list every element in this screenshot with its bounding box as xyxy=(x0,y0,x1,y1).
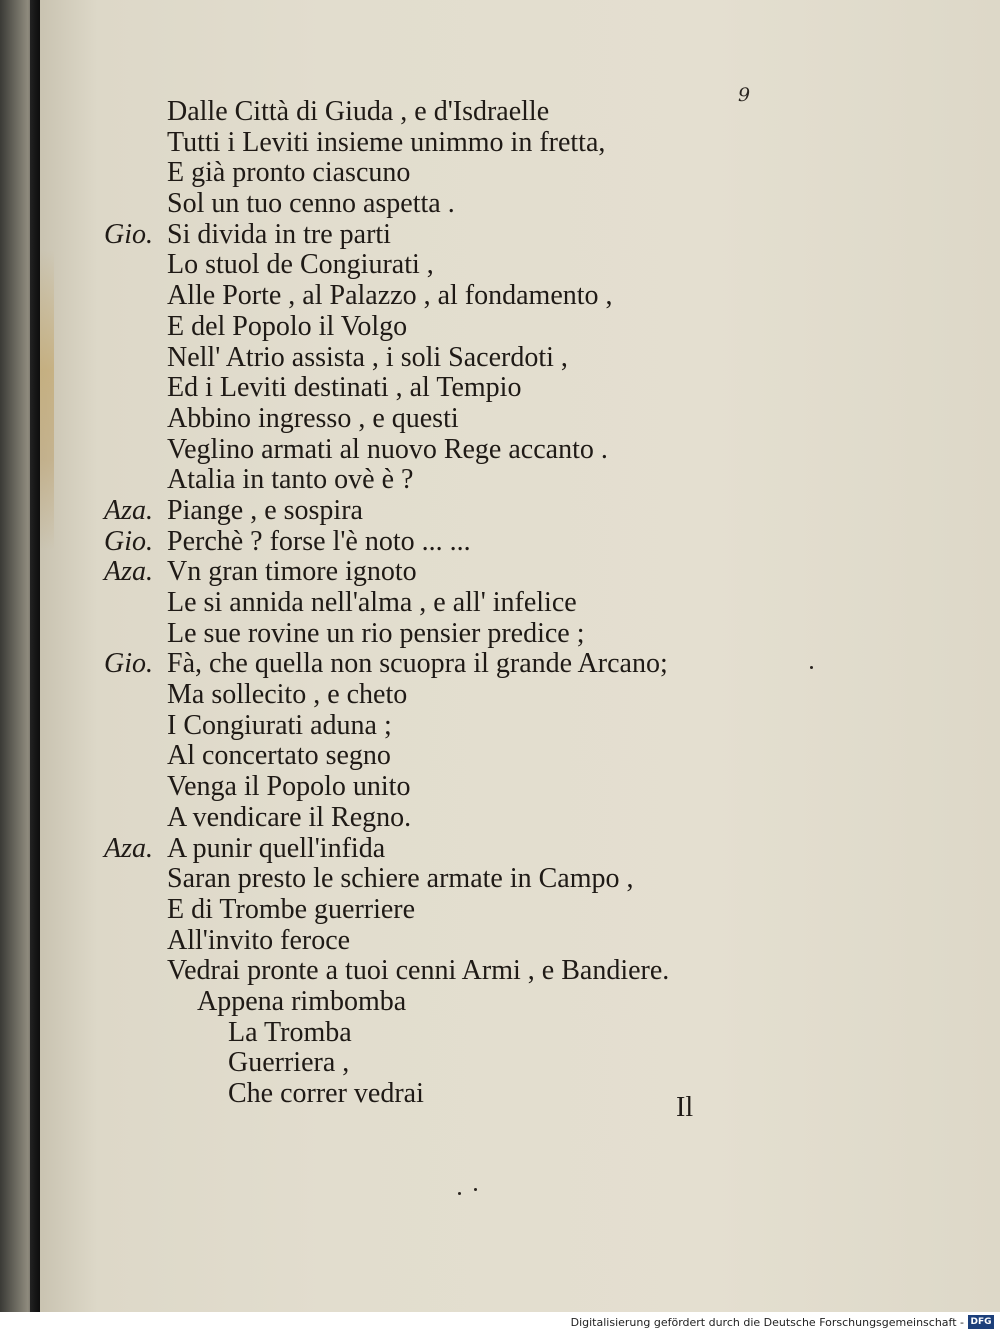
ink-speck xyxy=(458,1192,461,1195)
book-gutter xyxy=(30,0,40,1312)
verse-line xyxy=(40,926,1000,957)
verse-line xyxy=(40,435,1000,466)
verse-text: Atalia in tanto ovè è ? xyxy=(167,464,414,496)
verse-line xyxy=(40,619,1000,650)
speaker-label: Gio. xyxy=(104,525,153,557)
verse-line xyxy=(40,496,1000,527)
verse-line xyxy=(40,895,1000,926)
verse-line xyxy=(40,281,1000,312)
verse-line xyxy=(40,527,1000,558)
verse-text: Al concertato segno xyxy=(167,740,391,772)
verse-text: Perchè ? forse l'è noto ... ... xyxy=(167,525,471,557)
speaker-label: Aza. xyxy=(104,494,153,526)
verse-line xyxy=(40,772,1000,803)
verse-text: Dalle Città di Giuda , e d'Isdraelle xyxy=(167,96,550,127)
verse-line xyxy=(40,1079,1000,1110)
page-number: 9 xyxy=(738,84,751,106)
verse-line xyxy=(40,158,1000,189)
verse-line xyxy=(40,649,1000,680)
verse-line xyxy=(40,1018,1000,1049)
verse-text: E di Trombe guerriere xyxy=(167,893,416,925)
ink-speck xyxy=(810,666,813,669)
verse-line xyxy=(40,711,1000,742)
verse-text: Vn gran timore ignoto xyxy=(167,556,417,588)
verse-line xyxy=(40,956,1000,987)
verse-line xyxy=(40,803,1000,834)
verse-text: Vedrai pronte a tuoi cenni Armi , e Bandiere. xyxy=(167,955,670,987)
page-sheet xyxy=(40,0,1000,1312)
verse-line xyxy=(40,864,1000,895)
verse-text: La Tromba xyxy=(228,1016,352,1048)
verse-line xyxy=(40,97,1000,128)
verse-text: Nell' Atrio assista , i soli Sacerdoti , xyxy=(167,341,568,373)
verse-line xyxy=(40,1048,1000,1079)
verse-text: I Congiurati aduna ; xyxy=(167,709,392,741)
verse-line xyxy=(40,741,1000,772)
verse-text: A punir quell'infida xyxy=(167,832,386,864)
speaker-label: Aza. xyxy=(104,556,153,588)
verse-line xyxy=(40,987,1000,1018)
verse-text: A vendicare il Regno. xyxy=(167,801,412,833)
ink-speck xyxy=(474,1188,477,1191)
verse-text: Ed i Leviti destinati , al Tempio xyxy=(167,372,522,404)
verse-text: Si divida in tre parti xyxy=(167,218,391,250)
speaker-label: Aza. xyxy=(104,832,153,864)
digitization-credit: Digitalisierung gefördert durch die Deutsche Forschungsgemeinschaft - xyxy=(570,1316,964,1329)
verse-line xyxy=(40,465,1000,496)
verse-text: All'invito feroce xyxy=(167,924,351,956)
verse-text: Piange , e sospira xyxy=(167,494,363,526)
verse-line xyxy=(40,128,1000,159)
verse-line xyxy=(40,404,1000,435)
verse-line xyxy=(40,588,1000,619)
verse-text-block xyxy=(40,97,1000,1110)
verse-line xyxy=(40,343,1000,374)
verse-line xyxy=(40,557,1000,588)
verse-text: Appena rimbomba xyxy=(197,985,407,1017)
verse-text: Abbino ingresso , e questi xyxy=(167,402,459,434)
verse-text: Ma sollecito , e cheto xyxy=(167,679,408,711)
verse-line xyxy=(40,220,1000,251)
verse-text: Alle Porte , al Palazzo , al fondamento , xyxy=(167,280,613,312)
verse-line xyxy=(40,312,1000,343)
verse-text: E del Popolo il Volgo xyxy=(167,310,408,342)
verse-text: Le si annida nell'alma , e all' infelice xyxy=(167,587,577,618)
verse-line xyxy=(40,373,1000,404)
dfg-logo: DFG xyxy=(968,1315,994,1329)
verse-text: Veglino armati al nuovo Rege accanto . xyxy=(167,433,608,465)
verse-line xyxy=(40,834,1000,865)
verse-line xyxy=(40,680,1000,711)
verse-text: Tutti i Leviti insieme unimmo in fretta, xyxy=(167,126,606,158)
speaker-label: Gio. xyxy=(104,648,153,680)
verse-text: Venga il Popolo unito xyxy=(167,771,411,803)
verse-line xyxy=(40,250,1000,281)
verse-text: Saran presto le schiere armate in Campo , xyxy=(167,863,634,895)
verse-text: Le sue rovine un rio pensier predice ; xyxy=(167,617,585,649)
speaker-label: Gio. xyxy=(104,218,153,250)
catchword: Il xyxy=(676,1092,694,1123)
verse-text: Lo stuol de Congiurati , xyxy=(167,249,434,281)
verse-text: Fà, che quella non scuopra il grande Arcano; xyxy=(167,648,668,680)
verse-text: E già pronto ciascuno xyxy=(167,157,411,189)
verse-text: Guerriera , xyxy=(228,1047,350,1079)
verse-text: Sol un tuo cenno aspetta . xyxy=(167,188,455,220)
verse-text: Che correr vedrai xyxy=(228,1078,424,1109)
verse-line xyxy=(40,189,1000,220)
